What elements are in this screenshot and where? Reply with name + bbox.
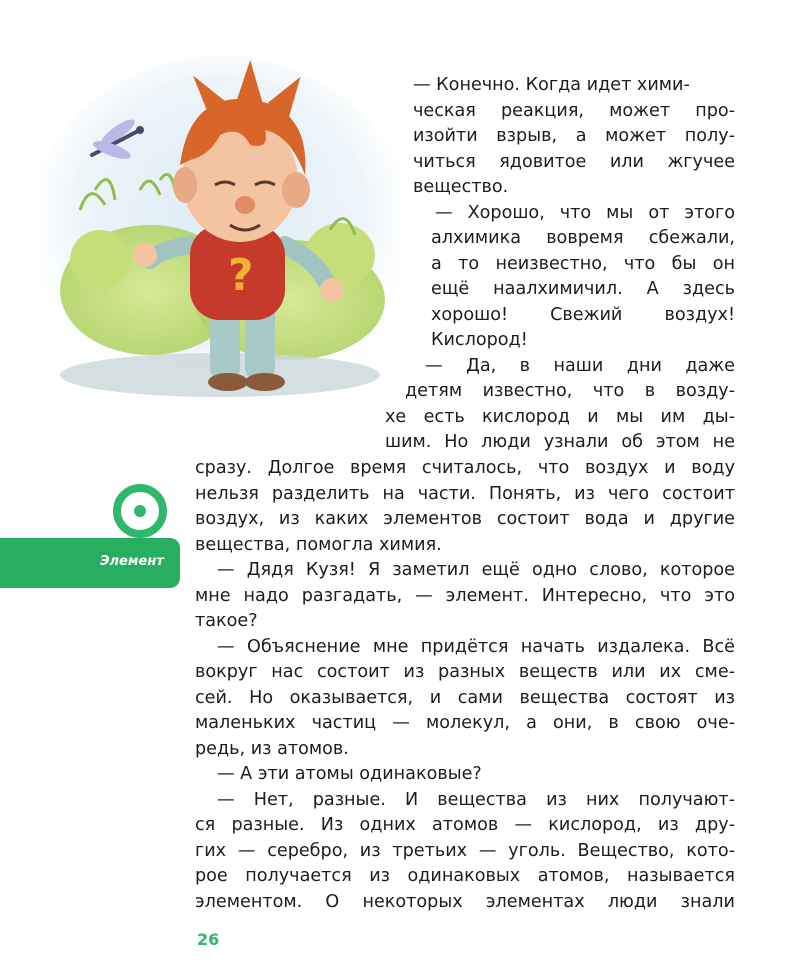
glossary-term-label: Элемент [100, 554, 164, 569]
text-line: сей. Но оказывается, и сами вещества состоят из [195, 687, 735, 708]
text-line: — Объяснение мне придётся начать издалека. Всё [217, 636, 735, 657]
text-line: такое? [195, 611, 258, 631]
text-line: вокруг нас состоит из разных веществ или их сме- [195, 662, 735, 682]
text-line: Кислород! [431, 330, 528, 350]
text-line: хорошо! Свежий воздух! [431, 304, 735, 325]
text-line: шим. Но люди узнали об этом не [385, 432, 735, 452]
text-line: сразу. Долгое время считалось, что воздух и воду [195, 458, 735, 478]
text-line: алхимика вовремя сбежали, [431, 228, 735, 248]
svg-text:?: ? [228, 250, 254, 301]
text-line: — Конечно. Когда идет хими- [413, 75, 690, 95]
page-number: 26 [197, 930, 220, 949]
text-line: воздух, из каких элементов состоит вода и другие [195, 509, 735, 529]
text-line: гих — серебро, из третьих — уголь. Вещество, кото- [195, 840, 735, 861]
text-line: — Да, в наши дни даже [425, 355, 735, 376]
text-line: элементом. О некоторых элементах люди знали [195, 891, 735, 912]
text-line: хе есть кислород и мы им ды- [385, 406, 735, 427]
text-line: нельзя разделить на части. Понять, из чего состоит [195, 483, 735, 504]
text-line: мне надо разгадать, — элемент. Интересно, что это [195, 585, 735, 606]
glossary-term-tag [0, 538, 180, 588]
text-line: редь, из атомов. [195, 738, 349, 759]
text-line: — Дядя Кузя! Я заметил ещё одно слово, которое [217, 560, 735, 580]
text-line: вещества, помогла химия. [195, 534, 442, 555]
text-line: читься ядовитое или жгучее [413, 151, 735, 172]
text-line: — Нет, разные. И вещества из них получают- [217, 789, 735, 810]
text-line: ся разные. Из одних атомов — кислород, из дру- [195, 815, 735, 835]
text-line: вещество. [413, 177, 509, 197]
text-line: детям известно, что в возду- [405, 381, 735, 401]
text-line: — А эти атомы одинаковые? [217, 764, 482, 784]
text-line: маленьких частиц — молекул, а они, в свою оче- [195, 713, 735, 733]
text-line: а то неизвестно, что бы он [431, 253, 735, 274]
text-line: изойти взрыв, а может полу- [413, 126, 735, 146]
text-line: рое получается из одинаковых атомов, называется [195, 866, 735, 886]
text-line: ческая реакция, может про- [413, 100, 735, 121]
text-line: ещё наалхимичил. А здесь [431, 279, 735, 299]
narrow-text-column [385, 73, 735, 456]
target-circle-icon [112, 483, 168, 539]
full-text-column [195, 456, 735, 915]
text-line: — Хорошо, что мы от этого [435, 202, 735, 223]
boy-with-dragonfly-illustration [40, 50, 400, 410]
